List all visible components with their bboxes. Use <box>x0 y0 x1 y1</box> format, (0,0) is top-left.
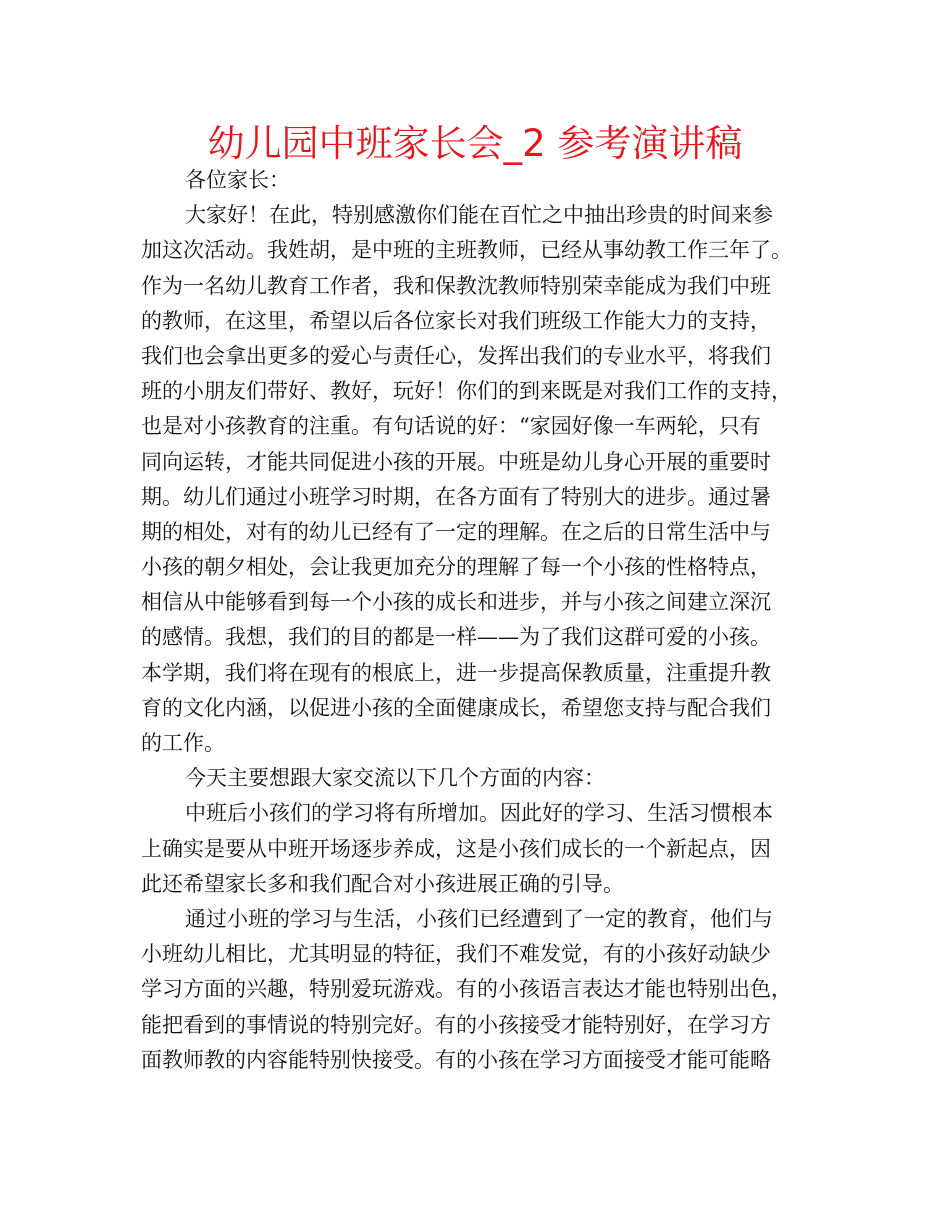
document-title: 幼儿园中班家长会_2 参考演讲稿 <box>207 122 743 165</box>
salutation-line: 各位家长： <box>185 168 290 192</box>
paragraph-line: 我们也会拿出更多的爱心与责任心，发挥出我们的专业水平，将我们 <box>141 343 771 368</box>
paragraph-line: 作为一名幼儿教育工作者，我和保教沈教师特别荣幸能成为我们中班 <box>141 273 771 298</box>
paragraph-line: 此还希望家长多和我们配合对小孩进展正确的引导。 <box>141 871 624 896</box>
paragraph-line: 中班后小孩们的学习将有所增加。因此好的学习、生活习惯根本 <box>185 801 773 826</box>
document-body <box>141 163 861 1078</box>
paragraph-line: 通过小班的学习与生活，小孩们已经遭到了一定的教育，他们与 <box>185 906 773 931</box>
paragraph-line: 小班幼儿相比，尤其明显的特征，我们不难发觉，有的小孩好动缺少 <box>141 942 771 967</box>
paragraph-line: 育的文化内涵，以促进小孩的全面健康成长，希望您支持与配合我们 <box>141 695 771 720</box>
paragraph-line: 大家好！在此，特别感激你们能在百忙之中抽出珍贵的时间来参 <box>185 203 773 228</box>
paragraph-line: 期。幼儿们通过小班学习时期，在各方面有了特别大的进步。通过暑 <box>141 484 771 509</box>
paragraph-line: 上确实是要从中班开场逐步养成，这是小孩们成长的一个新起点，因 <box>141 836 771 861</box>
paragraph-line: 相信从中能够看到每一个小孩的成长和进步，并与小孩之间建立深沉 <box>141 590 771 615</box>
paragraph-line: 期的相处，对有的幼儿已经有了一定的理解。在之后的日常生活中与 <box>141 519 771 544</box>
paragraph-line: 班的小朋友们带好、教好，玩好！你们的到来既是对我们工作的支持， <box>141 379 792 404</box>
paragraph-line: 的感情。我想，我们的目的都是一样——为了我们这群可爱的小孩。 <box>141 625 771 650</box>
paragraph-line: 能把看到的事情说的特别完好。有的小孩接受才能特别好，在学习方 <box>141 1012 771 1037</box>
paragraph-line: 小孩的朝夕相处，会让我更加充分的理解了每一个小孩的性格特点， <box>141 555 771 580</box>
paragraph-line: 加这次活动。我姓胡，是中班的主班教师，已经从事幼教工作三年了。 <box>141 238 792 263</box>
paragraph-line: 的教师，在这里，希望以后各位家长对我们班级工作能大力的支持， <box>141 308 771 333</box>
paragraph-line: 学习方面的兴趣，特别爱玩游戏。有的小孩语言表达才能也特别出色， <box>141 977 792 1002</box>
paragraph-line: 今天主要想跟大家交流以下几个方面的内容： <box>185 766 605 791</box>
paragraph-line: 同向运转，才能共同促进小孩的开展。中班是幼儿身心开展的重要时 <box>141 449 771 474</box>
paragraph-line: 的工作。 <box>141 731 225 755</box>
paragraph-line: 本学期，我们将在现有的根底上，进一步提高保教质量，注重提升教 <box>141 660 771 685</box>
paragraph-line: 也是对小孩教育的注重。有句话说的好：“家园好像一车两轮，只有 <box>141 414 761 439</box>
paragraph-line: 面教师教的内容能特别快接受。有的小孩在学习方面接受才能可能略 <box>141 1047 771 1072</box>
